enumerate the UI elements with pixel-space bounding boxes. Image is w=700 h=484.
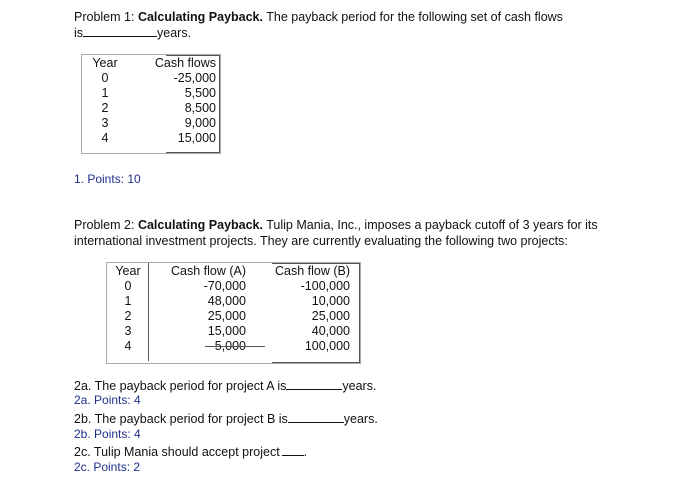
year-cell: 4 bbox=[124, 339, 132, 353]
problem2-table bbox=[110, 264, 352, 354]
cashflow-a-cell: 5,000 bbox=[214, 339, 246, 353]
table-row bbox=[110, 324, 352, 339]
year-cell: 2 bbox=[124, 309, 132, 323]
table-row bbox=[86, 116, 218, 131]
cashflow-a-cell: 48,000 bbox=[207, 294, 246, 308]
cashflow-a-cell: 15,000 bbox=[207, 324, 246, 338]
header-cash-flows: Cash flows bbox=[154, 56, 216, 70]
problem1-answer-blank[interactable] bbox=[83, 25, 157, 37]
header-cash-flow-b: Cash flow (B) bbox=[274, 264, 350, 278]
problem1-is-label: is bbox=[74, 26, 84, 40]
question-2c-text: 2c. Tulip Mania should accept project bbox=[74, 445, 280, 459]
cashflow-a-cell: -70,000 bbox=[203, 279, 246, 293]
table-row bbox=[86, 71, 218, 86]
question-2a-points: 2a. Points: 4 bbox=[74, 393, 141, 407]
problem2-title: Calculating Payback. bbox=[137, 218, 263, 232]
question-2c-points: 2c. Points: 2 bbox=[74, 460, 141, 474]
problem1-text: The payback period for the following set of cash flows bbox=[266, 10, 563, 24]
table-row bbox=[86, 131, 218, 146]
year-cell: 3 bbox=[124, 324, 132, 338]
cashflow-b-cell: 10,000 bbox=[311, 294, 350, 308]
year-cell: 3 bbox=[101, 116, 109, 130]
problem1-heading bbox=[74, 9, 563, 25]
cashflow-b-cell: 40,000 bbox=[311, 324, 350, 338]
cashflow-cell: 8,500 bbox=[184, 101, 216, 115]
problem1-prefix: Problem 1: bbox=[74, 10, 135, 24]
problem2-text-line2: international investment projects. They are currently evaluating the following two projects: bbox=[74, 234, 568, 248]
cashflow-b-cell: 25,000 bbox=[311, 309, 350, 323]
year-cell: 2 bbox=[101, 101, 109, 115]
year-cell: 0 bbox=[124, 279, 132, 293]
question-2a bbox=[74, 378, 376, 394]
question-2b-text: 2b. The payback period for project B is bbox=[74, 412, 288, 426]
table-row bbox=[110, 309, 352, 324]
table-header-row bbox=[110, 264, 352, 279]
question-2c-answer-blank[interactable] bbox=[282, 444, 304, 456]
cashflow-b-cell: 100,000 bbox=[304, 339, 350, 353]
cashflow-cell: 9,000 bbox=[184, 116, 216, 130]
question-2b-years: years. bbox=[343, 412, 378, 426]
year-cell: 4 bbox=[101, 131, 109, 145]
question-2a-answer-blank[interactable] bbox=[286, 378, 342, 390]
question-2b-answer-blank[interactable] bbox=[288, 411, 344, 423]
table-row bbox=[86, 101, 218, 116]
problem2-prefix: Problem 2: bbox=[74, 218, 135, 232]
cashflow-a-cell: 25,000 bbox=[207, 309, 246, 323]
question-2b bbox=[74, 411, 378, 427]
cashflow-cell: 5,500 bbox=[184, 86, 216, 100]
question-2a-years: years. bbox=[342, 379, 377, 393]
problem1-years-label: years. bbox=[157, 26, 192, 40]
cashflow-b-cell: -100,000 bbox=[300, 279, 350, 293]
table-row bbox=[86, 86, 218, 101]
header-cash-flow-a: Cash flow (A) bbox=[170, 264, 246, 278]
cashflow-cell: 15,000 bbox=[177, 131, 216, 145]
question-2c bbox=[74, 444, 307, 460]
table-header-row bbox=[86, 56, 218, 71]
year-cell: 0 bbox=[101, 71, 109, 85]
problem1-answer-line bbox=[74, 25, 191, 41]
problem1-points: 1. Points: 10 bbox=[74, 172, 141, 186]
table-row bbox=[110, 279, 352, 294]
header-year: Year bbox=[92, 56, 118, 70]
problem1-title: Calculating Payback. bbox=[137, 10, 263, 24]
problem2-text: Tulip Mania, Inc., imposes a payback cutoff of 3 years for its bbox=[266, 218, 598, 232]
question-2a-text: 2a. The payback period for project A is bbox=[74, 379, 287, 393]
table-row bbox=[110, 294, 352, 309]
cashflow-cell: -25,000 bbox=[173, 71, 216, 85]
question-2c-period: . bbox=[303, 445, 308, 459]
cashflow-a-underline bbox=[205, 346, 265, 347]
header-year: Year bbox=[115, 264, 141, 278]
year-cell: 1 bbox=[101, 86, 109, 100]
year-cell: 1 bbox=[124, 294, 132, 308]
question-2b-points: 2b. Points: 4 bbox=[74, 427, 141, 441]
problem1-table bbox=[86, 56, 218, 146]
problem2-heading bbox=[74, 217, 598, 233]
